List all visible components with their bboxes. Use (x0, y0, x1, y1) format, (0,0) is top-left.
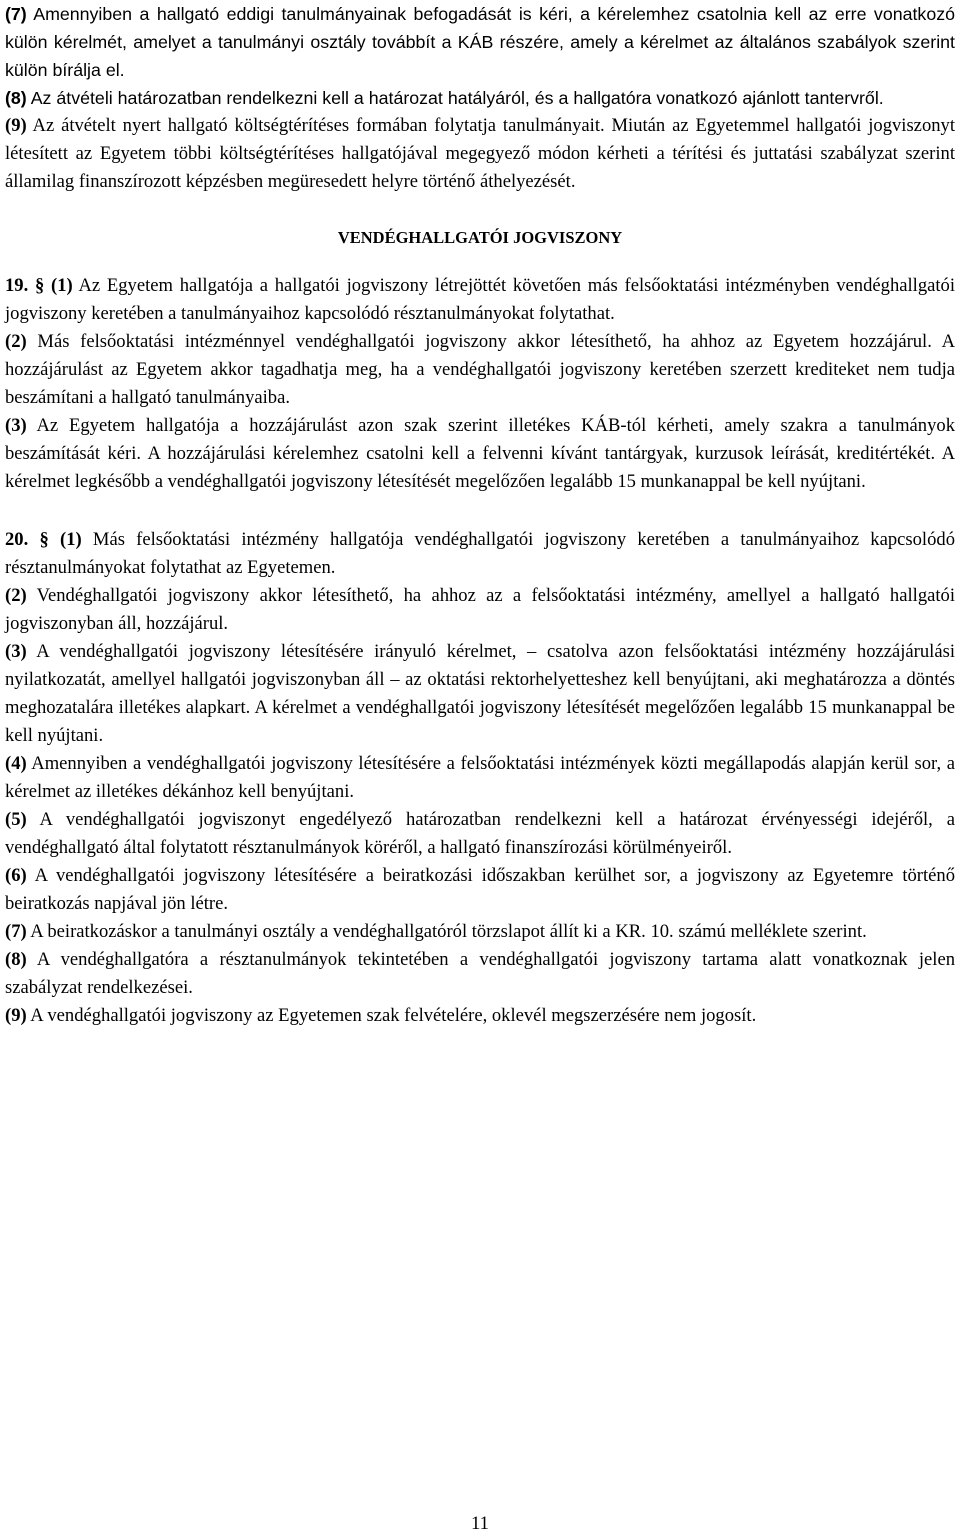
document-body (5, 0, 955, 1030)
paragraph-number: (9) (5, 1005, 27, 1026)
paragraph-top-8 (5, 84, 955, 112)
paragraph-text: Amennyiben a vendéghallgatói jogviszony létesítésére a felsőoktatási intézmények közti megállapodás alapján kerül sor, a kérelmet az illetékes dékánhoz kell benyújtani. (5, 753, 955, 802)
paragraph-text: A vendéghallgatói jogviszony létesítésére a beiratkozási időszakban kerülhet sor, a jogviszony az Egyetemre történő beiratkozás napjával jön létre. (5, 865, 955, 914)
paragraph-text: A vendéghallgatói jogviszonyt engedélyező határozatban rendelkezni kell a határozat érvényességi idejéről, a vendéghallgató által folytatott résztanulmányok köréről, a hallgató finanszírozási körülményeiről. (5, 809, 955, 858)
paragraph-number: (2) (5, 585, 27, 606)
paragraph-number: (7) (5, 921, 27, 942)
section-19-paragraph-3 (5, 412, 955, 496)
section-20-paragraph-4 (5, 750, 955, 806)
paragraph-text: Más felsőoktatási intézménnyel vendéghallgatói jogviszony akkor létesíthető, ha ahhoz az Egyetem hozzájárul. A hozzájárulást az Egyetem akkor tagadhatja meg, ha a vendéghallgatói jogviszony keretében szerzett krediteket nem tudja beszámítani a hallgató tanulmányaiba. (5, 331, 955, 408)
section-20-paragraph-3 (5, 638, 955, 750)
paragraph-text: A vendéghallgatói jogviszony létesítésére irányuló kérelmet, – csatolva azon felsőoktatási intézmény hozzájárulási nyilatkozatát, amellyel hallgatói jogviszonyban áll – az oktatási rektorhelyetteshez kell benyújtani, aki meghatározza a döntés meghozatalára illetékes alapkart. A kérelmet a vendéghallgatói jogviszony létesítését megelőzően legalább 15 munkanappal be kell nyújtani. (5, 641, 955, 746)
spacer (5, 196, 955, 224)
section-20-paragraph-6 (5, 862, 955, 918)
paragraph-number: (8) (5, 949, 27, 970)
paragraph-number: (9) (5, 115, 27, 136)
paragraph-text: A vendéghallgatói jogviszony az Egyetemen szak felvételére, oklevél megszerzésére nem jogosít. (26, 1005, 757, 1026)
paragraph-number: (8) (5, 88, 27, 108)
paragraph-number: (7) (5, 4, 27, 24)
paragraph-text: Az Egyetem hallgatója a hozzájárulást azon szak szerint illetékes KÁB-tól kérheti, amely szakra a tanulmányok beszámítását kéri. A hozzájárulási kérelemhez csatolni kell a felvenni kívánt tantárgyak, kurzusok leírását, kreditértékét. A kérelmet legkésőbb a vendéghallgatói jogviszony létesítését megelőzően legalább 15 munkanappal be kell nyújtani. (5, 415, 955, 492)
paragraph-number: (6) (5, 865, 27, 886)
section-20-paragraph-2 (5, 582, 955, 638)
section-label: 20. § (5, 529, 49, 550)
section-heading: VENDÉGHALLGATÓI JOGVISZONY (337, 228, 623, 247)
section-19-paragraph-1 (5, 272, 955, 328)
page-number: 11 (471, 1513, 489, 1534)
paragraph-number: (3) (5, 641, 27, 662)
paragraph-text: Más felsőoktatási intézmény hallgatója vendéghallgatói jogviszony keretében a tanulmányaihoz kapcsolódó résztanulmányokat folytathat az Egyetemen. (5, 529, 955, 578)
paragraph-number: (1) (60, 529, 82, 550)
paragraph-number: (5) (5, 809, 27, 830)
paragraph-text: Az átvételi határozatban rendelkezni kell a határozat hatályáról, és a hallgatóra vonatkozó ajánlott tantervről. (26, 88, 884, 108)
paragraph-text: Amennyiben a hallgató eddigi tanulmányainak befogadását is kéri, a kérelemhez csatolnia kell az erre vonatkozó külön kérelmét, amelyet a tanulmányi osztály továbbít a KÁB részére, amely a kérelmet az általános szabályok szerint külön bírálja el. (5, 4, 955, 80)
paragraph-text: Vendéghallgatói jogviszony akkor létesíthető, ha ahhoz az a felsőoktatási intézmény, amellyel a hallgató hallgatói jogviszonyban áll, hozzájárul. (5, 585, 955, 634)
paragraph-number: (1) (51, 275, 73, 296)
section-20-paragraph-5 (5, 806, 955, 862)
paragraph-top-7 (5, 0, 955, 84)
section-20-paragraph-1 (5, 526, 955, 582)
paragraph-text: Az Egyetem hallgatója a hallgatói jogviszony létrejöttét követően más felsőoktatási intézményben vendéghallgatói jogviszony keretében a tanulmányaihoz kapcsolódó résztanulmányokat folytathat. (5, 275, 956, 324)
spacer (5, 252, 955, 272)
section-19-paragraph-2 (5, 328, 955, 412)
paragraph-number: (3) (5, 415, 27, 436)
spacer (5, 496, 955, 526)
paragraph-number: (4) (5, 753, 27, 774)
section-20-paragraph-9 (5, 1002, 955, 1030)
paragraph-text: A beiratkozáskor a tanulmányi osztály a vendéghallgatóról törzslapot állít ki a KR. 10. számú melléklete szerint. (26, 921, 867, 942)
section-label: 19. § (5, 275, 45, 296)
paragraph-text: Az átvételt nyert hallgató költségtérítéses formában folytatja tanulmányait. Miután az Egyetemmel hallgatói jogviszonyt létesített az Egyetem többi költségtérítéses hallgatójával megegyező módon kérheti a térítési és juttatási szabályzat szerint államilag finanszírozott képzésben megüresedett helyre történő áthelyezését. (5, 115, 955, 192)
paragraph-text: A vendéghallgatóra a résztanulmányok tekintetében a vendéghallgatói jogviszony tartama alatt vonatkoznak jelen szabályzat rendelkezései. (5, 949, 955, 998)
section-20-paragraph-7 (5, 918, 955, 946)
section-20-paragraph-8 (5, 946, 955, 1002)
paragraph-number: (2) (5, 331, 27, 352)
paragraph-top-9 (5, 112, 955, 196)
